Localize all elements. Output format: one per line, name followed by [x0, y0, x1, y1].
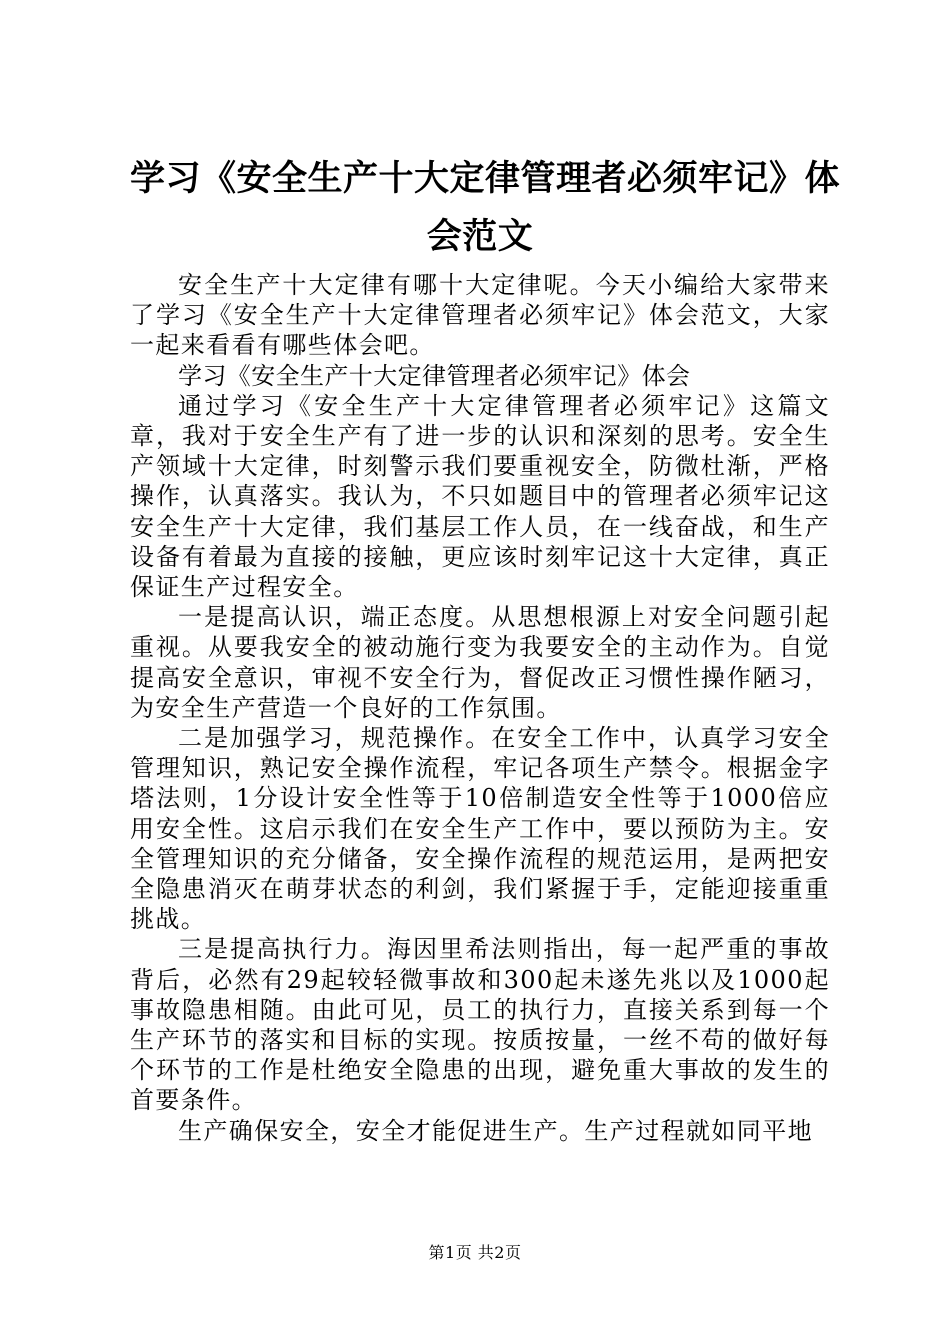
- title-line-1: 学习《安全生产十大定律管理者必须牢记》体: [130, 159, 841, 199]
- document-page: [130, 150, 841, 1146]
- body-paragraph-overview: 通过学习《安全生产十大定律管理者必须牢记》这篇文章，我对于安全生产有了进一步的认识和深刻的思考。安全生产领域十大定律，时刻警示我们要重视安全，防微杜渐，严格操作，认真落实。我认为，不只如题目中的管理者必须牢记这安全生产十大定律，我们基层工作人员，在一线奋战，和生产设备有着最为直接的接触，更应该时刻牢记这十大定律，真正保证生产过程安全。: [130, 391, 830, 602]
- document-body: [130, 270, 830, 1146]
- intro-paragraph: 安全生产十大定律有哪十大定律呢。今天小编给大家带来了学习《安全生产十大定律管理者必须牢记》体会范文，大家一起来看看有哪些体会吧。: [130, 271, 830, 360]
- document-title: [130, 150, 841, 266]
- title-line-2: 会范文: [426, 217, 534, 257]
- section-heading: 学习《安全生产十大定律管理者必须牢记》体会: [178, 361, 691, 390]
- body-paragraph-closing: 生产确保安全，安全才能促进生产。生产过程就如同平地: [178, 1116, 813, 1145]
- body-paragraph-point-1: 一是提高认识，端正态度。从思想根源上对安全问题引起重视。从要我安全的被动施行变为我要安全的主动作为。自觉提高安全意识，审视不安全行为，督促改正习惯性操作陋习，为安全生产营造一个良好的工作氛围。: [130, 603, 830, 722]
- body-paragraph-point-2: 二是加强学习，规范操作。在安全工作中，认真学习安全管理知识，熟记安全操作流程，牢记各项生产禁令。根据金字塔法则，1分设计安全性等于10倍制造安全性等于1000倍应用安全性。这启示我们在安全生产工作中，要以预防为主。安全管理知识的充分储备，安全操作流程的规范运用，是两把安全隐患消灭在萌芽状态的利剑，我们紧握于手，定能迎接重重挑战。: [130, 724, 830, 934]
- body-paragraph-point-3: 三是提高执行力。海因里希法则指出，每一起严重的事故背后，必然有29起较轻微事故和300起未遂先兆以及1000起事故隐患相随。由此可见，员工的执行力，直接关系到每一个生产环节的落实和目标的实现。按质按量，一丝不苟的做好每个环节的工作是杜绝安全隐患的出现，避免重大事故的发生的首要条件。: [130, 935, 830, 1115]
- page-footer: 第1页 共2页: [428, 1243, 522, 1262]
